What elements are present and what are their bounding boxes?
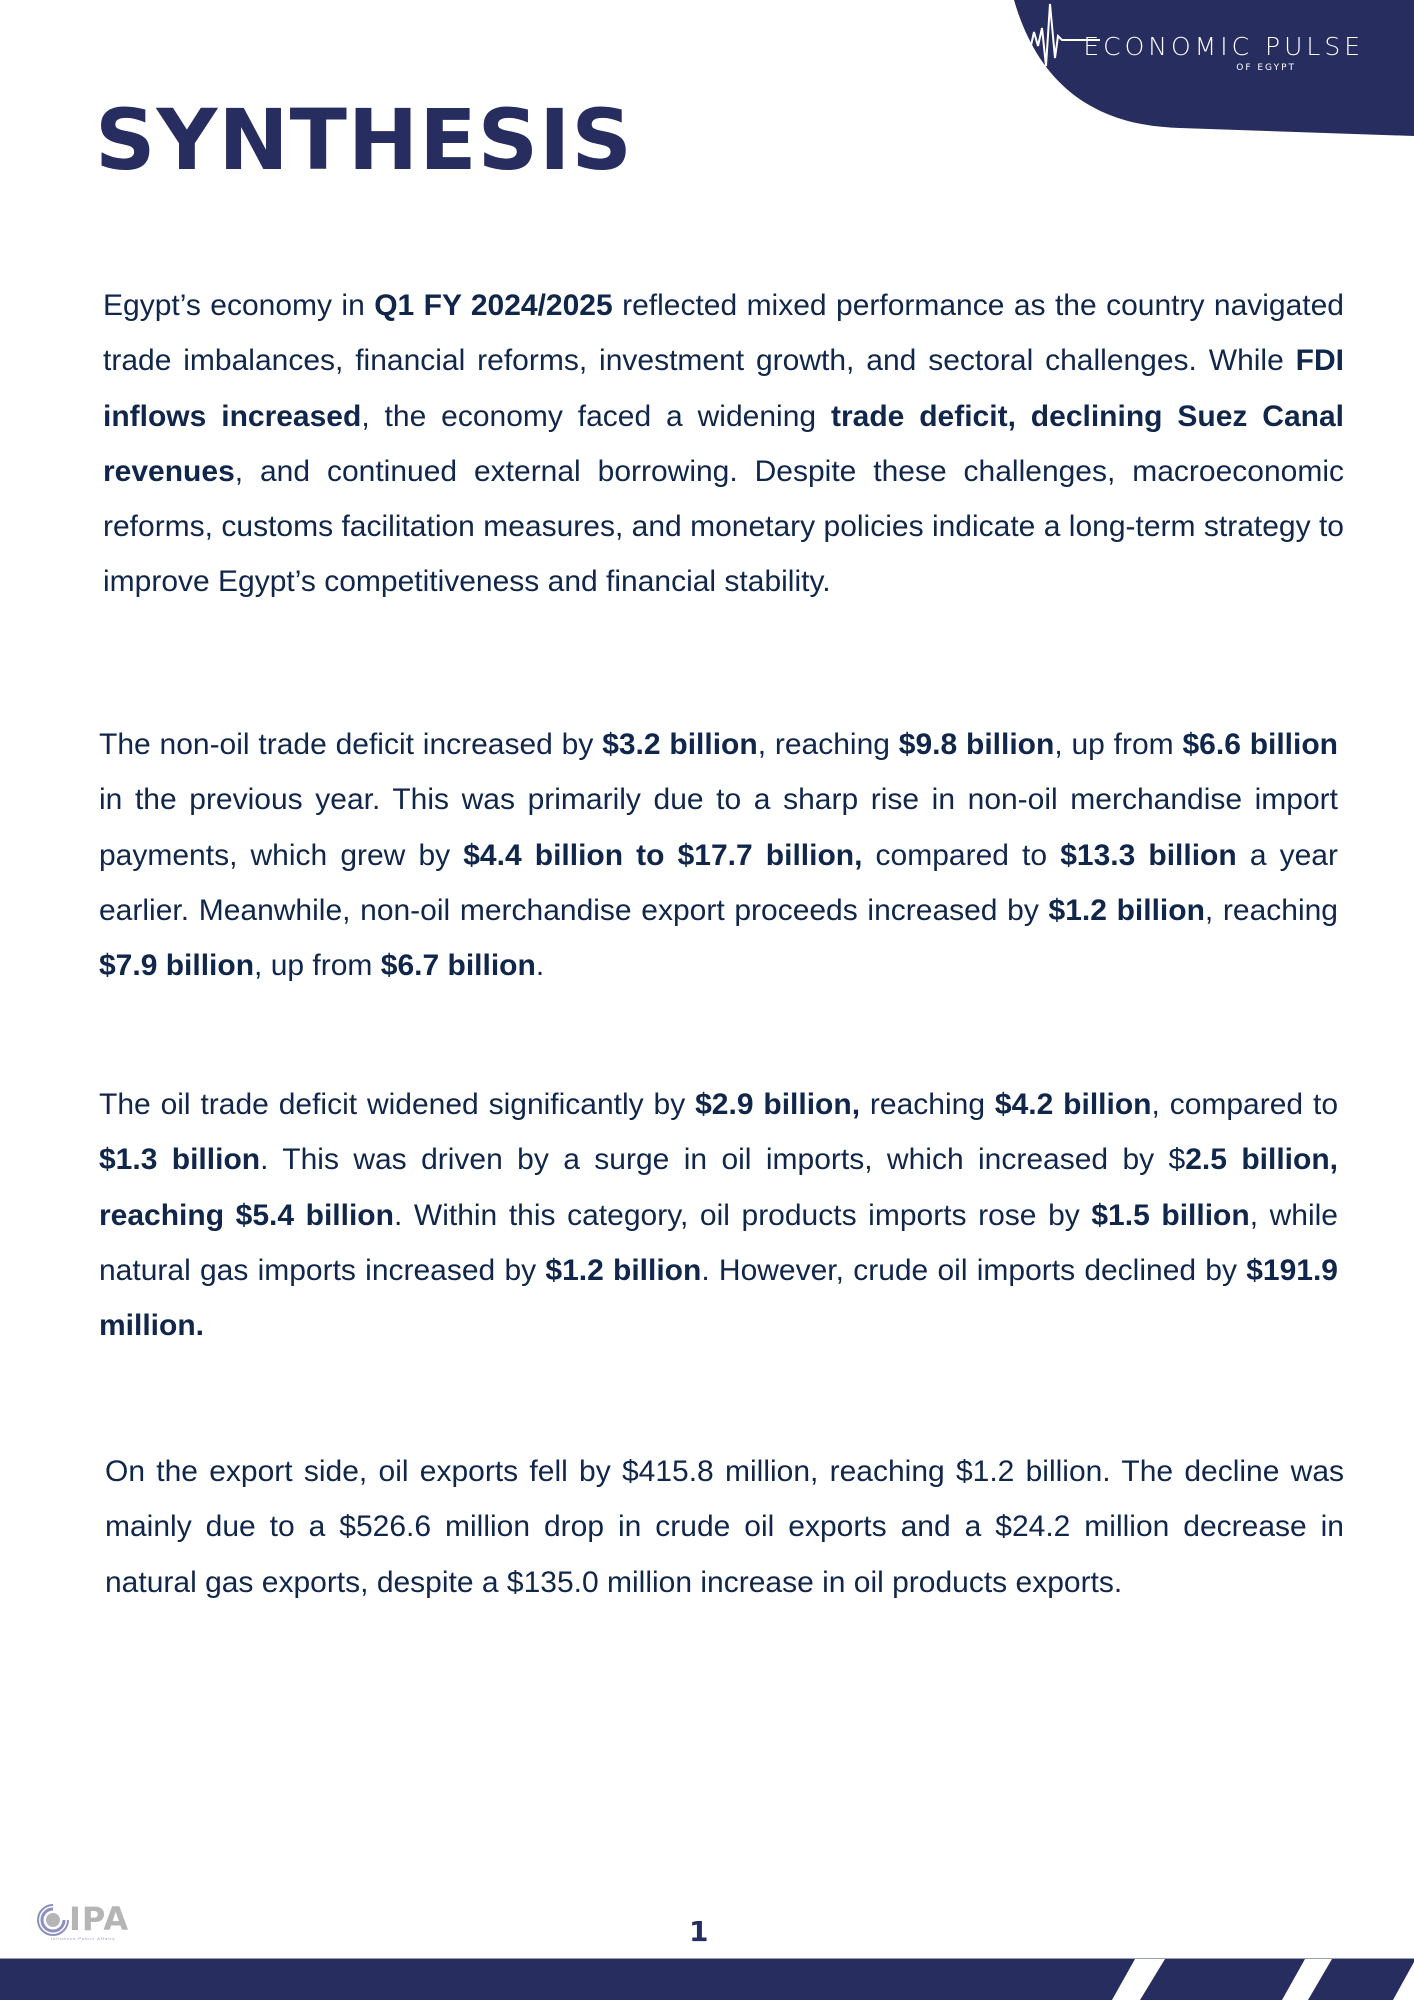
body-text: , and continued external borrowing. Despite these challenges, macroeconomic reforms, customs facilitation measures, and monetary policies indicate a long-term strategy to improve Egypt’s competitiveness and financial stability. [103, 454, 1344, 599]
page-number: 1 [689, 1915, 709, 1948]
logo-text: IPA [69, 1900, 130, 1938]
emphasis-text: $4.4 billion to $17.7 billion, [463, 838, 863, 872]
body-text: . Within this category, oil products imports rose by [393, 1198, 1092, 1232]
emphasis-text: $2.9 billion, [695, 1088, 861, 1121]
paragraph-oil-exports [105, 1444, 1344, 1610]
body-text: . [535, 949, 545, 983]
body-text: reflected mixed performance as the country navigated trade imbalances, financial reforms, investment growth, and sectoral challenges. While [103, 289, 1344, 378]
page-title: SYNTHESIS [95, 91, 633, 189]
body-text: , compared to [1151, 1088, 1339, 1121]
emphasis-text: $3.2 billion [602, 728, 758, 761]
emphasis-text: $1.5 billion [1091, 1198, 1250, 1232]
body-text: , reaching [757, 728, 899, 761]
paragraph-non-oil-trade [99, 717, 1338, 993]
ipa-logo [37, 1900, 152, 1944]
body-text: , the economy faced a widening [361, 399, 831, 433]
emphasis-text: $13.3 billion [1060, 838, 1237, 872]
body-text: . However, crude oil imports declined by [701, 1253, 1247, 1287]
body-text: Egypt’s economy in [103, 289, 375, 322]
footer-bar [0, 1958, 1414, 2000]
emphasis-text: $1.2 billion [1048, 893, 1205, 927]
emphasis-text: $191.9 million. [99, 1253, 1338, 1343]
paragraph-oil-trade [99, 1077, 1338, 1353]
emphasis-text: $1.3 billion [99, 1143, 261, 1177]
body-text: , up from [1054, 728, 1183, 761]
paragraph-overview [103, 278, 1344, 610]
body-text: On the export side, oil exports fell by $415.8 million, reaching $1.2 billion. The decline was mainly due to a $526.6 million drop in crude oil exports and a $24.2 million decrease in natural gas exports, despite a $135.0 million increase in oil products exports. [105, 1455, 1344, 1599]
body-text: in the previous year. This was primarily due to a sharp rise in non-oil merchandise import payments, which grew by [99, 783, 1338, 872]
body-text: , up from [254, 949, 381, 983]
body-text: , reaching [1204, 893, 1338, 927]
emphasis-text: 2.5 billion, reaching $5.4 billion [99, 1143, 1338, 1232]
emphasis-text: $1.2 billion [545, 1253, 702, 1287]
logo-tagline: Influence Public Affairs [51, 1936, 116, 1941]
emphasis-text: trade deficit, declining Suez Canal revenues [103, 399, 1344, 488]
heartbeat-pulse-icon [1000, 0, 1100, 72]
emphasis-text: $7.9 billion [99, 949, 255, 983]
emphasis-text: $4.2 billion [994, 1088, 1152, 1121]
body-text: . This was driven by a surge in oil imports, which increased by $ [260, 1143, 1186, 1177]
emphasis-text: $6.6 billion [1182, 728, 1339, 761]
brand-title: ECONOMIC PULSE [1083, 32, 1364, 61]
emphasis-text: Q1 FY 2024/2025 [374, 289, 613, 322]
body-text: The non-oil trade deficit increased by [99, 728, 603, 761]
emphasis-text: $9.8 billion [898, 728, 1055, 761]
body-text: The oil trade deficit widened significantly by [99, 1088, 696, 1121]
body-text: reaching [860, 1088, 995, 1121]
ipa-logo-rings-icon [37, 1904, 71, 1936]
brand-subtitle: OF EGYPT [1236, 63, 1296, 73]
body-text: a year earlier. Meanwhile, non-oil merchandise export proceeds increased by [99, 838, 1338, 927]
body-text: compared to [862, 838, 1061, 872]
body-text: , while natural gas imports increased by [99, 1198, 1338, 1287]
header-banner [1000, 0, 1414, 136]
emphasis-text: $6.7 billion [380, 949, 536, 983]
emphasis-text: FDI inflows increased [103, 344, 1344, 433]
